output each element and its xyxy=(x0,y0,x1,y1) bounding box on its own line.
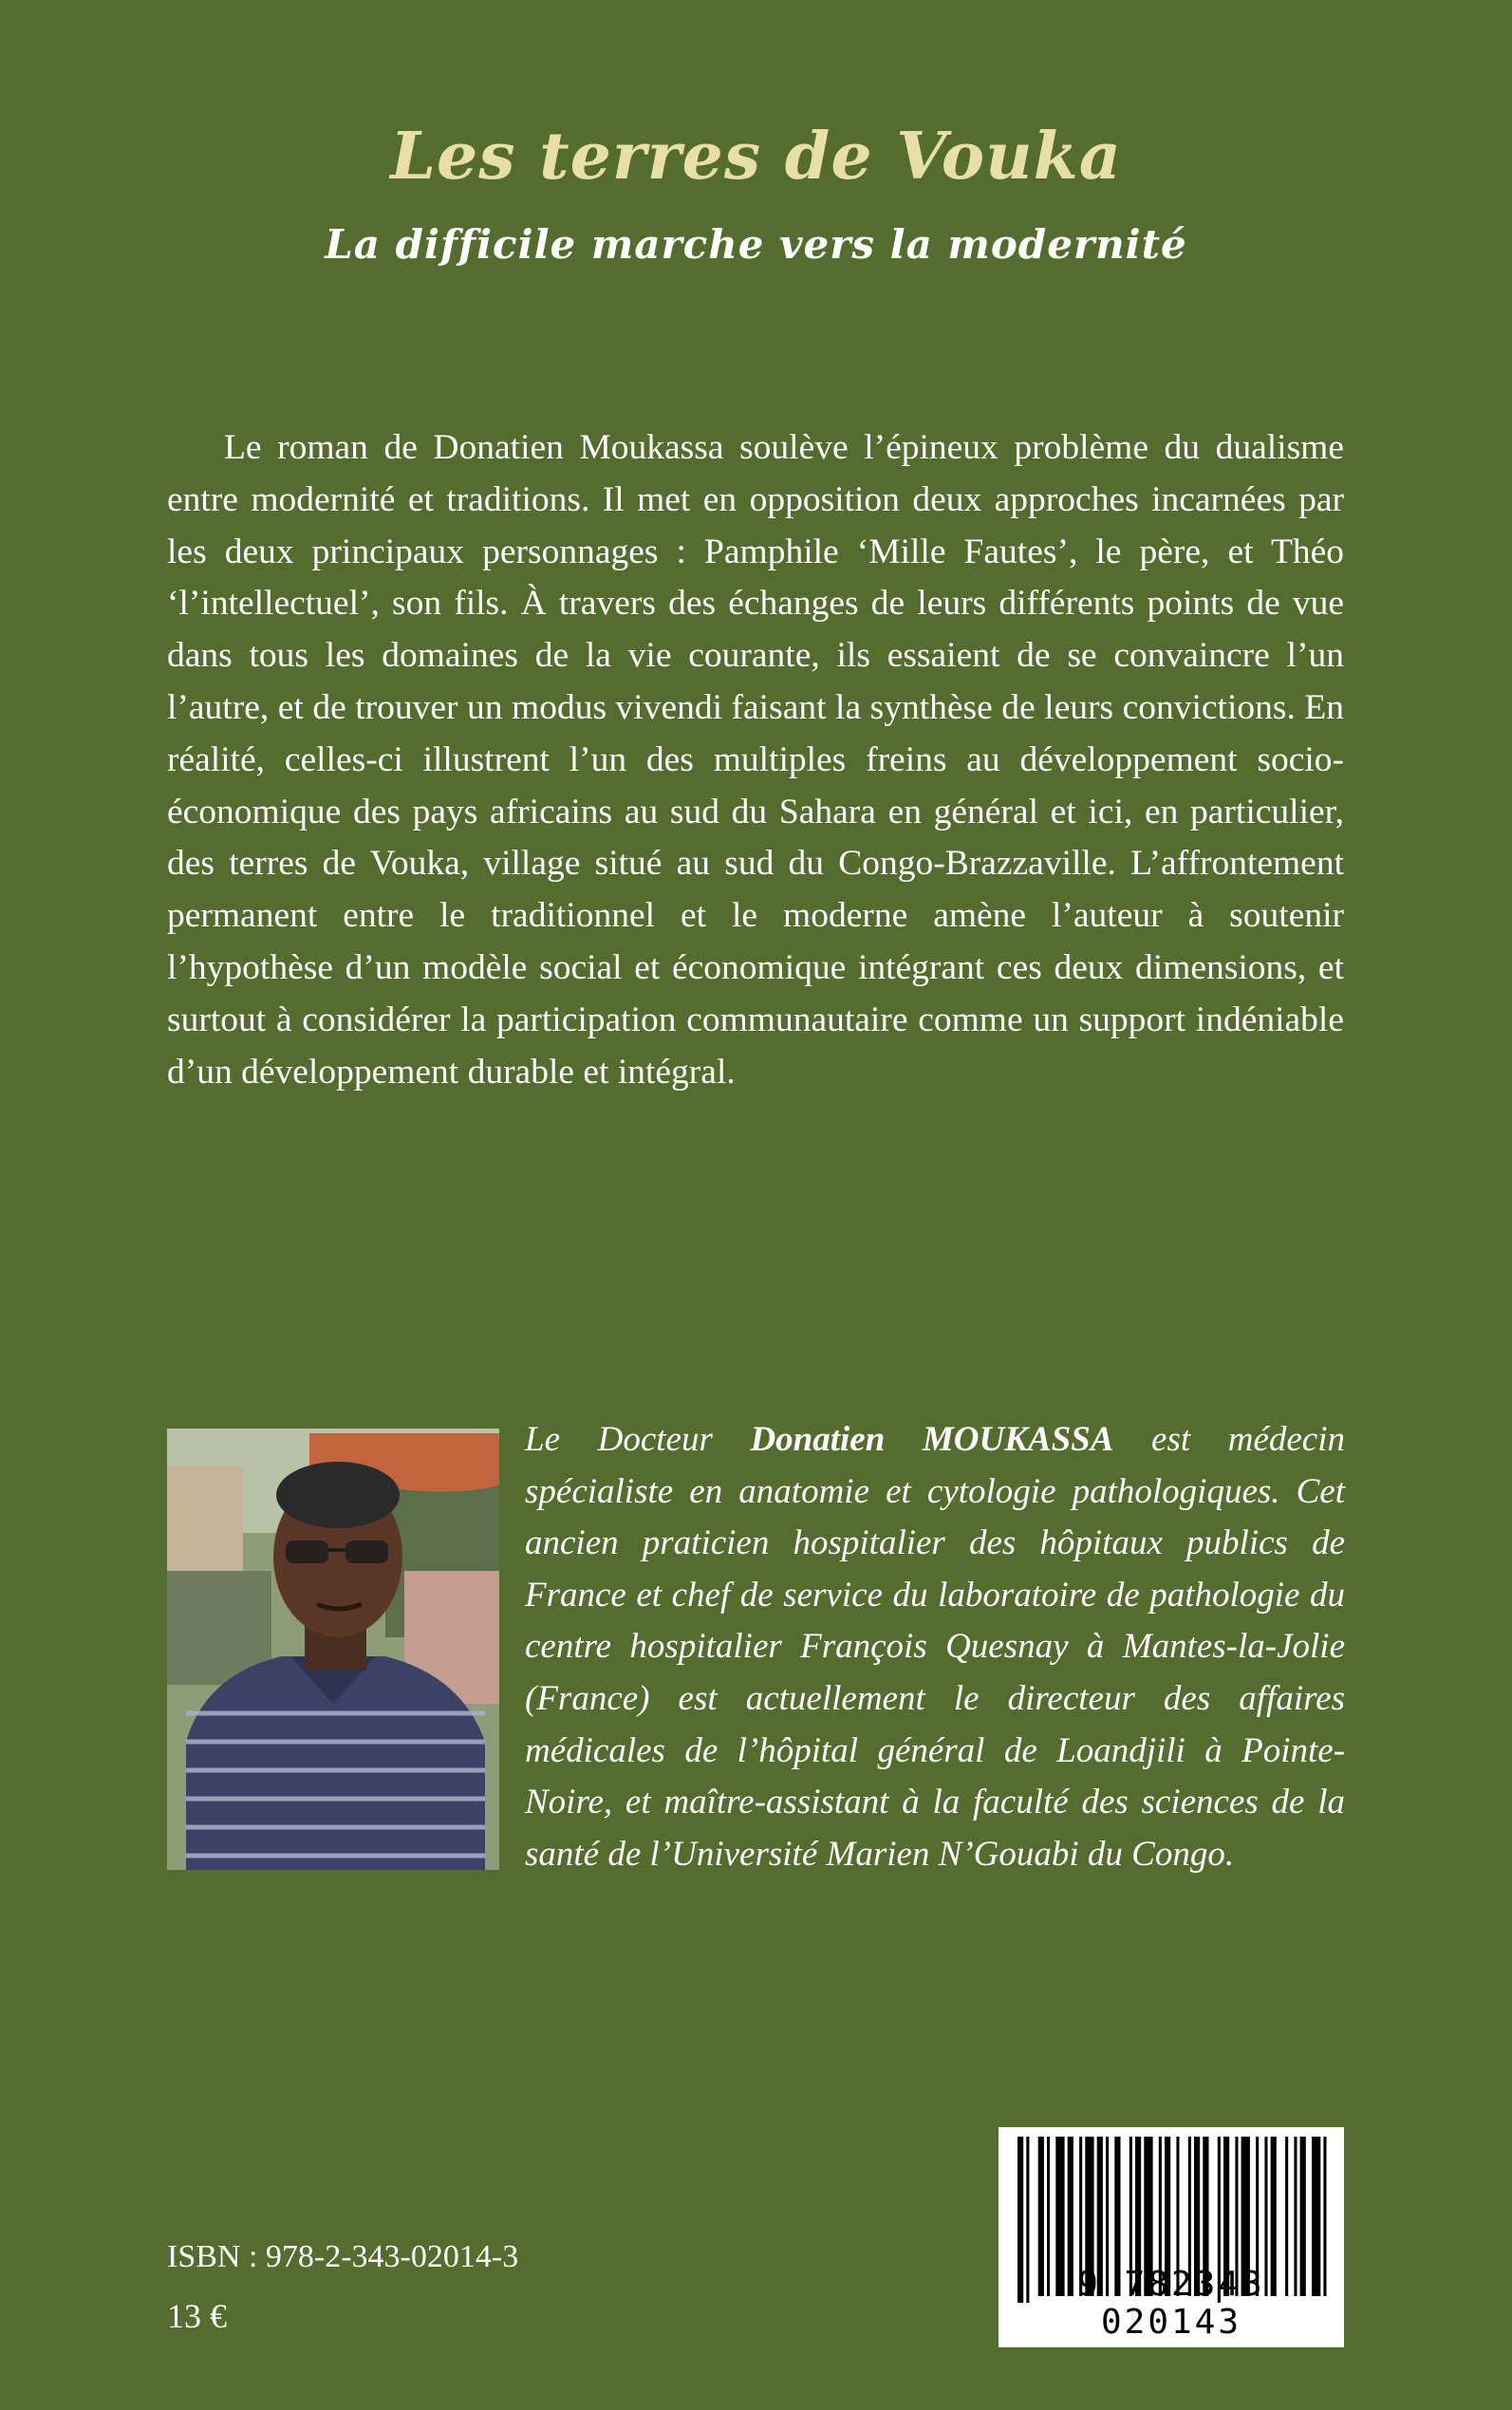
barcode xyxy=(999,2127,1344,2347)
author-photo xyxy=(167,1429,499,1870)
price: 13 € xyxy=(167,2297,227,2335)
author-name: Donatien MOUKASSA xyxy=(750,1420,1114,1459)
author-bio xyxy=(525,1414,1345,1880)
isbn: ISBN : 978-2-343-02014-3 xyxy=(167,2239,519,2274)
bio-prefix: Le Docteur xyxy=(525,1420,751,1459)
bio-suffix: est médecin spécialiste en anatomie et cytologie pathologiques. Cet ancien praticien hospitalier des hôpitaux publics de France et chef de service du laboratoire de pathologie du centre hospitalier François Quesnay à Mantes-la-Jolie (France) est actuellement le directeur des affaires médicales de l’hôpital général de Loandjili à Pointe-Noire, et maître-assistant à la faculté des sciences de la santé de l’Université Marien N’Gouabi du Congo. xyxy=(525,1420,1345,1874)
barcode-digits: 9 782343 020143 xyxy=(1077,2265,1265,2342)
book-subtitle: La difficile marche vers la modernité xyxy=(325,221,1187,268)
book-summary: Le roman de Donatien Moukassa soulève l’épineux problème du dualisme entre modernité et traditions. Il met en opposition deux approches incarnées par les deux principaux personnages : Pamphile ‘Mille Fautes’, le père, et Théo ‘l’intellectuel’, son fils. À travers des échanges de leurs différents points de vue dans tous les domaines de la vie courante, ils essaient de se convaincre l’un l’autre, et de trouver un modus vivendi faisant la synthèse de leurs convictions. En réalité, celles-ci illustrent l’un des multiples freins au développement socio-économique des pays africains au sud du Sahara en général et ici, en particulier, des terres de Vouka, village situé au sud du Congo-Brazzaville. L’affrontement permanent entre le traditionnel et le moderne amène l’auteur à soutenir l’hypothèse d’un modèle social et économique intégrant ces deux dimensions, et surtout à considérer la participation communautaire comme un support indéniable d’un développement durable et intégral. xyxy=(167,428,1344,1092)
book-title: Les terres de Vouka xyxy=(390,119,1122,195)
